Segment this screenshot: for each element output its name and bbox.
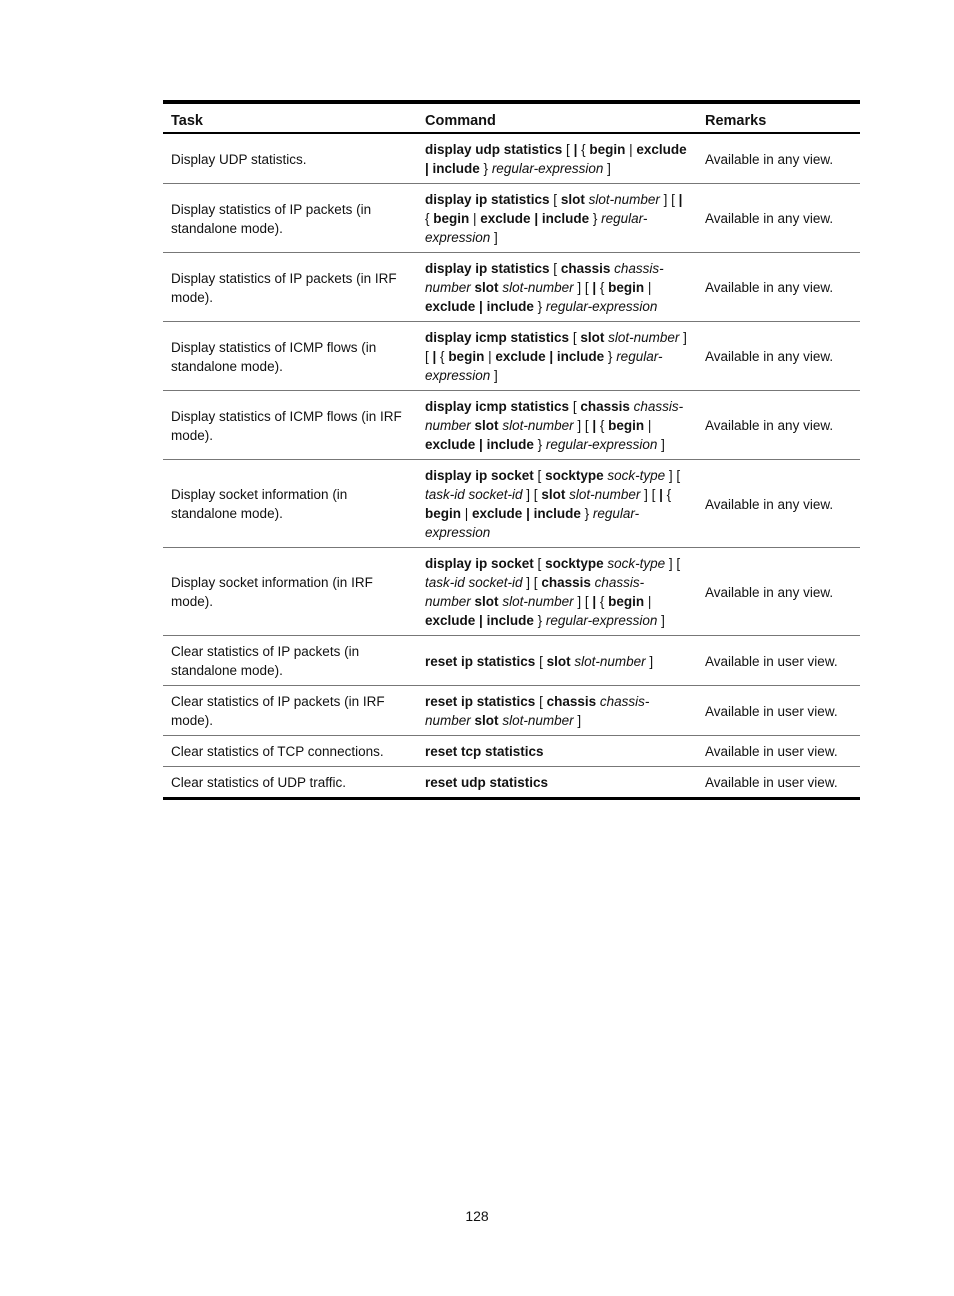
command-keyword: reset ip statistics — [425, 694, 536, 709]
remarks-cell: Available in any view. — [697, 460, 860, 548]
command-argument: chassis-number — [425, 261, 664, 295]
task-cell: Display socket information (in standalone mode). — [163, 460, 417, 548]
table-row — [163, 460, 860, 548]
command-syntax: ] — [657, 613, 665, 628]
command-keyword: chassis — [541, 575, 591, 590]
command-syntax: [ — [562, 142, 574, 157]
command-keyword: slot — [474, 594, 499, 609]
command-syntax: { — [596, 594, 609, 609]
task-cell: Display socket information (in IRF mode). — [163, 548, 417, 636]
command-cell — [417, 184, 697, 253]
command-keyword: | include — [479, 613, 534, 628]
command-syntax: ] [ — [659, 192, 679, 207]
remarks-cell: Available in any view. — [697, 548, 860, 636]
command-syntax: [ — [533, 468, 546, 483]
command-syntax: | — [469, 211, 481, 226]
table-row — [163, 133, 860, 184]
command-cell — [417, 636, 697, 686]
command-syntax: ] — [490, 368, 498, 383]
command-syntax: ] [ — [522, 487, 542, 502]
header-command: Command — [417, 102, 697, 133]
command-syntax: } — [580, 506, 593, 521]
command-keyword: | include — [526, 506, 581, 521]
command-argument: slot-number — [502, 280, 574, 295]
remarks-cell: Available in any view. — [697, 133, 860, 184]
table-row — [163, 636, 860, 686]
command-cell — [417, 548, 697, 636]
command-keyword: chassis — [580, 399, 630, 414]
command-keyword: exclude — [472, 506, 523, 521]
command-syntax: [ — [549, 261, 561, 276]
command-syntax: ] [ — [573, 418, 593, 433]
command-keyword: reset tcp statistics — [425, 744, 544, 759]
command-syntax: } — [589, 211, 602, 226]
task-cell: Display statistics of IP packets (in standalone mode). — [163, 184, 417, 253]
remarks-cell: Available in user view. — [697, 686, 860, 736]
remarks-cell: Available in any view. — [697, 391, 860, 460]
command-syntax: } — [479, 161, 492, 176]
command-keyword: | — [678, 192, 683, 207]
command-keyword: | — [573, 142, 578, 157]
command-keyword: display ip socket — [425, 556, 534, 571]
header-task: Task — [163, 102, 417, 133]
command-cell — [417, 460, 697, 548]
command-syntax: ] [ — [425, 330, 687, 364]
command-syntax: | — [644, 594, 652, 609]
header-row — [163, 102, 860, 133]
command-syntax: } — [533, 613, 546, 628]
command-keyword: display ip socket — [425, 468, 534, 483]
remarks-cell: Available in user view. — [697, 636, 860, 686]
command-keyword: | — [432, 349, 437, 364]
command-syntax: { — [577, 142, 590, 157]
command-keyword: reset ip statistics — [425, 653, 536, 669]
command-syntax: ] [ — [573, 594, 593, 609]
command-keyword: | include — [479, 299, 534, 314]
command-cell — [417, 767, 697, 799]
remarks-cell: Available in any view. — [697, 322, 860, 391]
remarks-cell: Available in user view. — [697, 767, 860, 799]
command-syntax: ] [ — [665, 468, 681, 483]
command-syntax: ] — [645, 653, 654, 669]
command-syntax: [ — [569, 399, 581, 414]
page-number: 128 — [465, 1208, 489, 1224]
command-argument: regular-expression — [545, 299, 658, 314]
command-argument: regular-expression — [425, 211, 648, 245]
header-remarks: Remarks — [697, 102, 860, 133]
command-keyword: slot — [474, 280, 499, 295]
command-argument: task-id socket-id — [425, 575, 523, 590]
task-cell: Display statistics of ICMP flows (in IRF mode). — [163, 391, 417, 460]
command-keyword: socktype — [545, 556, 604, 571]
command-syntax: | — [625, 142, 637, 157]
table-row — [163, 736, 860, 767]
task-cell: Clear statistics of IP packets (in standalone mode). — [163, 636, 417, 686]
command-syntax: } — [604, 349, 617, 364]
command-keyword: chassis — [546, 694, 597, 709]
command-keyword: | — [592, 280, 597, 295]
command-keyword: begin — [448, 349, 485, 364]
command-cell — [417, 736, 697, 767]
command-keyword: exclude — [480, 211, 531, 226]
command-syntax: } — [533, 299, 546, 314]
command-syntax: ] — [603, 161, 611, 176]
command-keyword: slot — [546, 653, 571, 669]
command-keyword: chassis — [560, 261, 611, 276]
command-keyword: exclude — [495, 349, 546, 364]
command-syntax: | — [644, 418, 652, 433]
command-syntax: { — [436, 349, 449, 364]
command-keyword: exclude — [425, 437, 476, 452]
command-syntax: ] [ — [522, 575, 542, 590]
command-keyword: | include — [425, 161, 480, 176]
command-argument: slot-number — [502, 418, 574, 433]
command-keyword: slot — [580, 330, 605, 345]
command-argument: sock-type — [607, 468, 666, 483]
command-argument: regular-expression — [545, 613, 658, 628]
table-row — [163, 253, 860, 322]
command-cell — [417, 133, 697, 184]
command-keyword: begin — [608, 280, 645, 295]
command-keyword: begin — [433, 211, 470, 226]
command-keyword: slot — [560, 192, 585, 207]
command-keyword: | include — [479, 437, 534, 452]
command-keyword: display ip statistics — [425, 261, 550, 276]
command-syntax: } — [533, 437, 546, 452]
command-syntax: ] [ — [573, 280, 593, 295]
command-keyword: begin — [608, 418, 645, 433]
command-keyword: exclude — [425, 299, 476, 314]
command-keyword: display icmp statistics — [425, 330, 570, 345]
command-syntax: ] — [657, 437, 665, 452]
command-keyword: display icmp statistics — [425, 399, 570, 414]
command-keyword: | — [659, 487, 663, 502]
task-cell: Display statistics of IP packets (in IRF mode). — [163, 253, 417, 322]
command-syntax: { — [425, 211, 434, 226]
command-keyword: slot — [474, 713, 499, 728]
command-syntax: { — [596, 418, 609, 433]
table-row — [163, 322, 860, 391]
command-syntax: { — [596, 280, 609, 295]
command-keyword: | include — [549, 349, 605, 364]
task-cell: Clear statistics of UDP traffic. — [163, 767, 417, 799]
command-syntax: | — [484, 349, 496, 364]
remarks-cell: Available in any view. — [697, 184, 860, 253]
command-keyword: begin — [425, 506, 461, 521]
command-argument: task-id socket-id — [425, 487, 523, 502]
remarks-cell: Available in user view. — [697, 736, 860, 767]
command-keyword: socktype — [545, 468, 604, 483]
command-keyword: display udp statistics — [425, 142, 563, 157]
command-keyword: slot — [541, 487, 566, 502]
task-cell: Clear statistics of IP packets (in IRF mode). — [163, 686, 417, 736]
remarks-cell: Available in any view. — [697, 253, 860, 322]
command-cell — [417, 391, 697, 460]
command-syntax: [ — [535, 653, 547, 669]
command-syntax: ] — [573, 713, 582, 728]
table-body — [163, 133, 860, 799]
command-argument: chassis-number — [425, 575, 645, 609]
command-argument: chassis-number — [425, 694, 650, 728]
table-header — [163, 102, 860, 133]
command-keyword: | — [592, 594, 597, 609]
command-cell — [417, 686, 697, 736]
command-keyword: slot — [474, 418, 499, 433]
command-syntax: [ — [549, 192, 561, 207]
command-argument: slot-number — [574, 653, 646, 669]
command-keyword: exclude — [636, 142, 687, 157]
command-keyword: | include — [534, 211, 590, 226]
command-syntax: | — [644, 280, 652, 295]
command-argument: regular-expression — [491, 161, 604, 176]
command-argument: regular-expression — [425, 349, 663, 383]
command-argument: chassis-number — [425, 399, 684, 433]
table-row — [163, 686, 860, 736]
command-argument: slot-number — [502, 713, 574, 728]
task-cell: Display statistics of ICMP flows (in standalone mode). — [163, 322, 417, 391]
command-syntax: | — [461, 506, 473, 521]
command-argument: sock-type — [607, 556, 666, 571]
command-argument: regular-expression — [545, 437, 658, 452]
command-syntax: ] [ — [665, 556, 681, 571]
command-keyword: | — [592, 418, 597, 433]
command-argument: regular-expression — [425, 506, 640, 540]
command-syntax: [ — [533, 556, 546, 571]
command-keyword: begin — [589, 142, 626, 157]
command-cell — [417, 253, 697, 322]
command-cell — [417, 322, 697, 391]
table-row — [163, 184, 860, 253]
command-argument: slot-number — [608, 330, 680, 345]
command-table — [163, 100, 860, 800]
command-argument: slot-number — [502, 594, 574, 609]
command-keyword: reset udp statistics — [425, 775, 549, 790]
command-syntax: { — [662, 487, 672, 502]
task-cell: Clear statistics of TCP connections. — [163, 736, 417, 767]
command-argument: slot-number — [569, 487, 641, 502]
command-argument: slot-number — [588, 192, 660, 207]
table-row — [163, 391, 860, 460]
task-cell: Display UDP statistics. — [163, 133, 417, 184]
table-row — [163, 767, 860, 799]
command-syntax: [ — [535, 694, 547, 709]
command-syntax: [ — [569, 330, 581, 345]
command-syntax: ] — [490, 230, 498, 245]
table-row — [163, 548, 860, 636]
command-keyword: begin — [608, 594, 645, 609]
command-keyword: exclude — [425, 613, 476, 628]
command-keyword: display ip statistics — [425, 192, 550, 207]
command-syntax: ] [ — [640, 487, 660, 502]
